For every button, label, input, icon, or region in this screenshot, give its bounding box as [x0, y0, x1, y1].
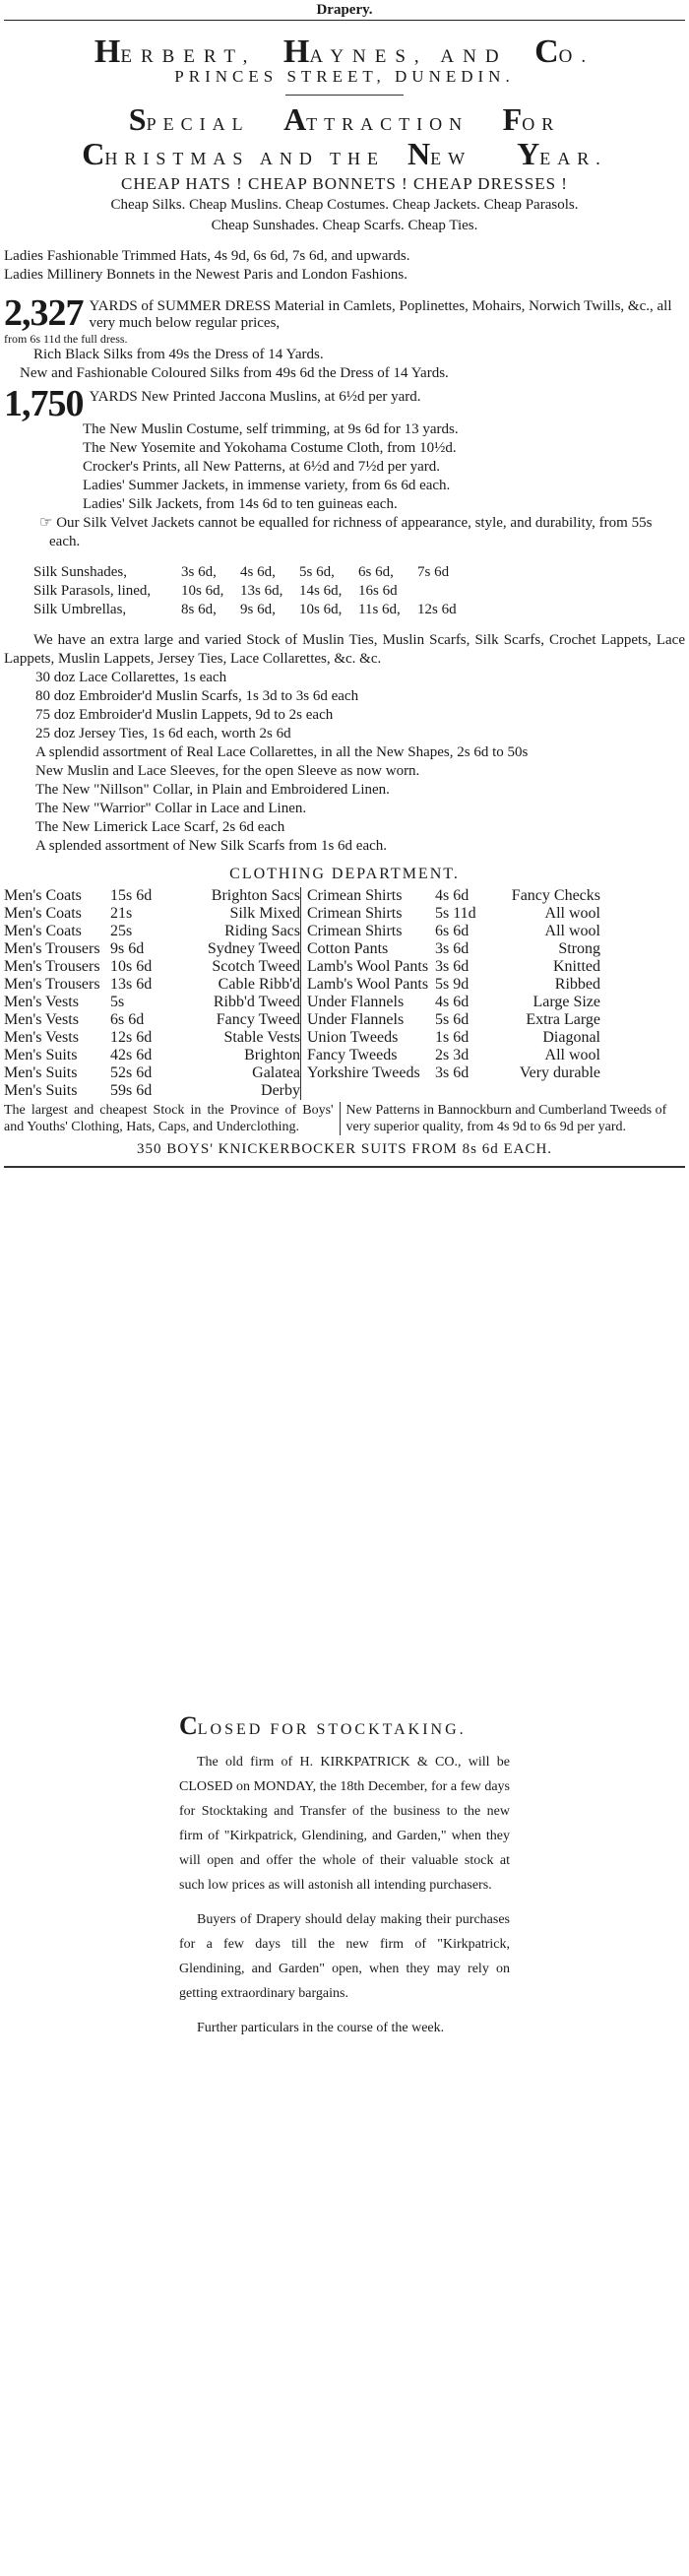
table-cell	[435, 1082, 494, 1100]
bannockburn-text: New Patterns in Bannockburn and Cumberland Tweeds of very superior quality, from 4s 9d to 6s 9d per yard.	[340, 1102, 685, 1135]
special-word: PECIAL	[146, 114, 250, 134]
table-cell: Men's Suits	[4, 1064, 78, 1081]
summer-dress-price: from 6s 11d the full dress.	[4, 332, 128, 346]
list-item: 25 doz Jersey Ties, 1s 6d each, worth 2s 6d	[35, 726, 291, 741]
table-cell: Men's Vests	[4, 994, 79, 1010]
table-cell: Fancy Tweed	[216, 1011, 300, 1028]
table-cell	[494, 1082, 600, 1100]
for-word: OR	[522, 114, 561, 134]
table-cell: Men's Trousers	[4, 976, 100, 993]
sunshades-price: 5s 6d,	[299, 564, 335, 580]
table-cell: 21s	[110, 905, 133, 922]
sunshades-row	[33, 563, 685, 582]
table-cell: Sydney Tweed	[207, 940, 300, 957]
parasols-price: 16s 6d	[358, 583, 398, 599]
muslin-costume-line: The New Muslin Costume, self trimming, at 9s 6d for 13 yards.	[83, 421, 459, 437]
list-item: 80 doz Embroider'd Muslin Scarfs, 1s 3d to 3s 6d each	[35, 688, 359, 704]
boys-suits-line: 350 BOYS' KNICKERBOCKER SUITS FROM 8s 6d EACH.	[136, 1141, 553, 1157]
table-cell: 42s 6d	[110, 1047, 153, 1063]
umbrellas-row	[33, 601, 685, 619]
table-cell: Cable Ribb'd	[218, 976, 300, 993]
firm-initial-h1: H	[94, 33, 121, 70]
table-row	[4, 976, 685, 994]
list-item: The New "Nillson" Collar, in Plain and Embroidered Linen.	[35, 782, 390, 798]
yosemite-line: The New Yosemite and Yokohama Costume Cloth, from 10½d.	[83, 440, 457, 456]
table-row	[4, 905, 685, 923]
firm-name	[4, 33, 685, 71]
table-cell: Strong	[558, 940, 600, 957]
velvet-jackets-line: ☞ Our Silk Velvet Jackets cannot be equalled for richness of appearance, style, and durability, from 55s each.	[39, 515, 653, 549]
table-cell: 5s 11d	[435, 905, 476, 922]
table-cell: 59s 6d	[110, 1082, 153, 1099]
table-cell: 3s 6d	[435, 940, 470, 957]
jaccona-block	[4, 383, 685, 424]
table-cell: 2s 3d	[435, 1047, 470, 1063]
umbrellas-price: 11s 6d,	[358, 602, 401, 617]
table-cell: Men's Trousers	[4, 958, 100, 975]
christmas-word: HRISTMAS AND THE	[104, 149, 386, 168]
umbrellas-label: Silk Umbrellas,	[33, 602, 127, 617]
table-cell: 15s 6d	[110, 887, 153, 904]
yards-count-1750: 1,750	[4, 383, 84, 424]
table-cell: Crimean Shirts	[300, 905, 435, 923]
table-cell: 4s 6d	[435, 887, 470, 904]
sunshades-price: 6s 6d,	[358, 564, 394, 580]
list-item: New Muslin and Lace Sleeves, for the open Sleeve as now worn.	[35, 763, 420, 779]
christmas-heading	[4, 136, 685, 172]
umbrellas-price: 12s 6d	[417, 602, 457, 617]
sunshades-price: 7s 6d	[417, 564, 450, 580]
coloured-silks-line: New and Fashionable Coloured Silks from 49s 6d the Dress of 14 Yards.	[20, 365, 449, 381]
table-row	[4, 1082, 685, 1100]
firm-address: PRINCES STREET, DUNEDIN.	[174, 67, 515, 86]
list-item: A splended assortment of New Silk Scarfs from 1s 6d each.	[35, 838, 388, 854]
table-cell: Men's Vests	[4, 1029, 79, 1046]
special-initial-a: A	[283, 101, 307, 137]
table-cell: Silk Mixed	[229, 905, 300, 922]
table-cell: Cotton Pants	[300, 940, 435, 958]
silk-price-list	[4, 563, 685, 619]
attraction-word: TTRACTION	[306, 114, 470, 134]
table-cell: Lamb's Wool Pants	[300, 976, 435, 994]
special-initial-s: S	[128, 101, 147, 137]
sunshades-price: 3s 6d,	[181, 564, 217, 580]
clothing-table	[4, 887, 685, 1100]
table-cell: Brighton	[244, 1047, 300, 1063]
table-cell: 13s 6d	[110, 976, 153, 993]
year-word: EAR.	[539, 149, 607, 168]
table-cell: 6s 6d	[110, 1011, 145, 1028]
table-row	[4, 1064, 685, 1082]
table-cell: Ribbed	[554, 976, 600, 993]
table-cell: Knitted	[553, 958, 600, 975]
table-cell: All wool	[544, 905, 600, 922]
summer-jackets-line: Ladies' Summer Jackets, in immense variety, from 6s 6d each.	[83, 478, 451, 493]
table-cell: Very durable	[519, 1064, 600, 1081]
umbrellas-price: 10s 6d,	[299, 602, 343, 617]
firm-word-co: O.	[558, 46, 595, 67]
table-row	[4, 1029, 685, 1047]
table-cell: Men's Coats	[4, 887, 82, 904]
table-cell: 4s 6d	[435, 994, 470, 1010]
table-cell: 5s 6d	[435, 1011, 470, 1028]
ladies-hats-line: Ladies Fashionable Trimmed Hats, 4s 9d, 6s 6d, 7s 6d, and upwards.	[4, 248, 410, 264]
table-row	[4, 940, 685, 958]
firm-initial-h2: H	[282, 33, 310, 70]
list-item: The New Limerick Lace Scarf, 2s 6d each	[35, 819, 285, 835]
crocker-line: Crocker's Prints, all New Patterns, at 6½d and 7½d per yard.	[83, 459, 441, 475]
parasols-row	[33, 582, 685, 601]
table-cell: Brighton Sacs	[211, 887, 300, 904]
closed-title-rest: LOSED FOR STOCKTAKING.	[197, 1721, 467, 1738]
table-cell: 25s	[110, 923, 133, 939]
table-cell: Men's Coats	[4, 905, 82, 922]
list-item: 30 doz Lace Collarettes, 1s each	[35, 670, 227, 685]
boys-stock-text: The largest and cheapest Stock in the Province of Boys' and Youths' Clothing, Hats, Caps, and Underclothing.	[4, 1103, 334, 1134]
ladies-bonnets-line: Ladies Millinery Bonnets in the Newest Paris and London Fashions.	[4, 267, 407, 283]
clothing-department-title: CLOTHING DEPARTMENT.	[229, 866, 460, 882]
jaccona-text: YARDS New Printed Jaccona Muslins, at 6½d per yard.	[89, 389, 421, 405]
list-item: The New "Warrior" Collar in Lace and Linen.	[35, 801, 307, 816]
summer-dress-block	[4, 292, 685, 334]
clothing-footer	[4, 1102, 685, 1135]
closed-paragraph-1: The old firm of H. KIRKPATRICK & CO., will be CLOSED on MONDAY, the 18th December, for a few days for Stocktaking and Transfer of the business to the new firm of "Kirkpatrick, Glendining, and Garden," when they will open and offer the whole of their valuable stock at such low prices as will astonish all intending purchasers.	[179, 1755, 510, 1893]
sunshades-label: Silk Sunshades,	[33, 564, 128, 580]
parasols-price: 10s 6d,	[181, 583, 224, 599]
closed-initial: C	[179, 1711, 198, 1740]
closed-paragraph-3: Further particulars in the course of the week.	[197, 2021, 445, 2035]
herbert-haynes-advertisement	[4, 24, 685, 1168]
closed-paragraph-2: Buyers of Drapery should delay making their purchases for a few days till the new firm of "Kirkpatrick, Glendining, and Garden" open, when they may rely on getting extraordinary bargains.	[179, 1912, 510, 2001]
new-word: EW	[430, 149, 472, 168]
list-item: A splendid assortment of Real Lace Collarettes, in all the New Shapes, 2s 6d to 50s	[35, 744, 529, 760]
table-cell: Yorkshire Tweeds	[300, 1064, 435, 1082]
cheap-goods-line-1: Cheap Silks. Cheap Muslins. Cheap Costumes. Cheap Jackets. Cheap Parasols.	[110, 197, 579, 213]
parasols-label: Silk Parasols, lined,	[33, 583, 152, 599]
xmas-initial-c: C	[82, 136, 105, 171]
xmas-initial-n: N	[407, 136, 431, 171]
stock-list	[4, 669, 685, 856]
cheap-goods-line-2: Cheap Sunshades. Cheap Scarfs. Cheap Ties.	[211, 218, 478, 233]
table-cell: Under Flannels	[300, 994, 435, 1011]
table-row	[4, 887, 685, 905]
table-cell: 9s 6d	[110, 940, 145, 957]
parasols-price: 14s 6d,	[299, 583, 343, 599]
table-cell: Men's Suits	[4, 1047, 78, 1063]
list-item: 75 doz Embroider'd Muslin Lappets, 9d to 2s each	[35, 707, 334, 723]
table-cell: Stable Vests	[223, 1029, 300, 1046]
parasols-price: 13s 6d,	[240, 583, 283, 599]
special-attraction-heading	[4, 101, 685, 138]
table-cell: Fancy Tweeds	[300, 1047, 435, 1064]
kirkpatrick-advertisement	[179, 1713, 510, 2050]
table-cell: Crimean Shirts	[300, 887, 435, 905]
umbrellas-price: 9s 6d,	[240, 602, 276, 617]
special-initial-f: F	[502, 101, 523, 137]
table-cell: All wool	[544, 1047, 600, 1063]
table-cell: Crimean Shirts	[300, 923, 435, 940]
table-cell: Men's Suits	[4, 1082, 78, 1099]
table-cell: All wool	[544, 923, 600, 939]
table-cell: Galatea	[252, 1064, 300, 1081]
table-cell: Men's Vests	[4, 1011, 79, 1028]
table-cell: Men's Trousers	[4, 940, 100, 957]
umbrellas-price: 8s 6d,	[181, 602, 217, 617]
table-cell: 3s 6d	[435, 958, 470, 975]
divider	[285, 95, 404, 96]
stock-intro: We have an extra large and varied Stock of Muslin Ties, Muslin Scarfs, Silk Scarfs, Crochet Lappets, Lace Lappets, Muslin Lappets, Jersey Ties, Lace Collarettes, &c. &c.	[4, 632, 685, 667]
table-row	[4, 994, 685, 1011]
summer-dress-text: YARDS of SUMMER DRESS Material in Camlets, Poplinettes, Mohairs, Norwich Twills, &c., all very much below regular prices,	[89, 298, 672, 331]
advertisement-end-rule	[4, 1166, 685, 1168]
table-cell: 1s 6d	[435, 1029, 470, 1046]
table-cell: Men's Coats	[4, 923, 82, 939]
yards-count-2327: 2,327	[4, 292, 84, 334]
silk-jackets-line: Ladies' Silk Jackets, from 14s 6d to ten guineas each.	[83, 496, 398, 512]
table-cell: Ribb'd Tweed	[213, 994, 300, 1010]
table-cell: Riding Sacs	[224, 923, 300, 939]
black-silks-line: Rich Black Silks from 49s the Dress of 14 Yards.	[33, 347, 324, 362]
table-cell: Derby	[261, 1082, 300, 1099]
table-cell: Under Flannels	[300, 1011, 435, 1029]
xmas-initial-y: Y	[517, 136, 540, 171]
cheap-hats-line: CHEAP HATS ! CHEAP BONNETS ! CHEAP DRESSES !	[121, 174, 568, 193]
firm-word-haynes: AYNES, AND	[309, 46, 508, 67]
section-header: Drapery.	[4, 0, 685, 21]
table-cell: 10s 6d	[110, 958, 153, 975]
table-row	[4, 1047, 685, 1064]
firm-initial-c: C	[534, 33, 559, 70]
table-cell: 12s 6d	[110, 1029, 153, 1046]
closed-title	[179, 1713, 510, 1742]
table-row	[4, 923, 685, 940]
table-cell: Fancy Checks	[511, 887, 600, 904]
table-cell: Extra Large	[526, 1011, 600, 1028]
sunshades-price: 4s 6d,	[240, 564, 276, 580]
firm-word-herbert: ERBERT,	[120, 46, 257, 67]
table-cell: 5s	[110, 994, 125, 1010]
table-cell	[300, 1082, 435, 1100]
table-cell: Scotch Tweed	[212, 958, 300, 975]
table-cell: 6s 6d	[435, 923, 470, 939]
table-row	[4, 958, 685, 976]
table-cell: Diagonal	[542, 1029, 600, 1046]
table-cell: Union Tweeds	[300, 1029, 435, 1047]
table-cell: 5s 9d	[435, 976, 470, 993]
table-cell: 3s 6d	[435, 1064, 470, 1081]
table-cell: 52s 6d	[110, 1064, 153, 1081]
table-cell: Lamb's Wool Pants	[300, 958, 435, 976]
table-row	[4, 1011, 685, 1029]
table-cell: Large Size	[532, 994, 600, 1010]
